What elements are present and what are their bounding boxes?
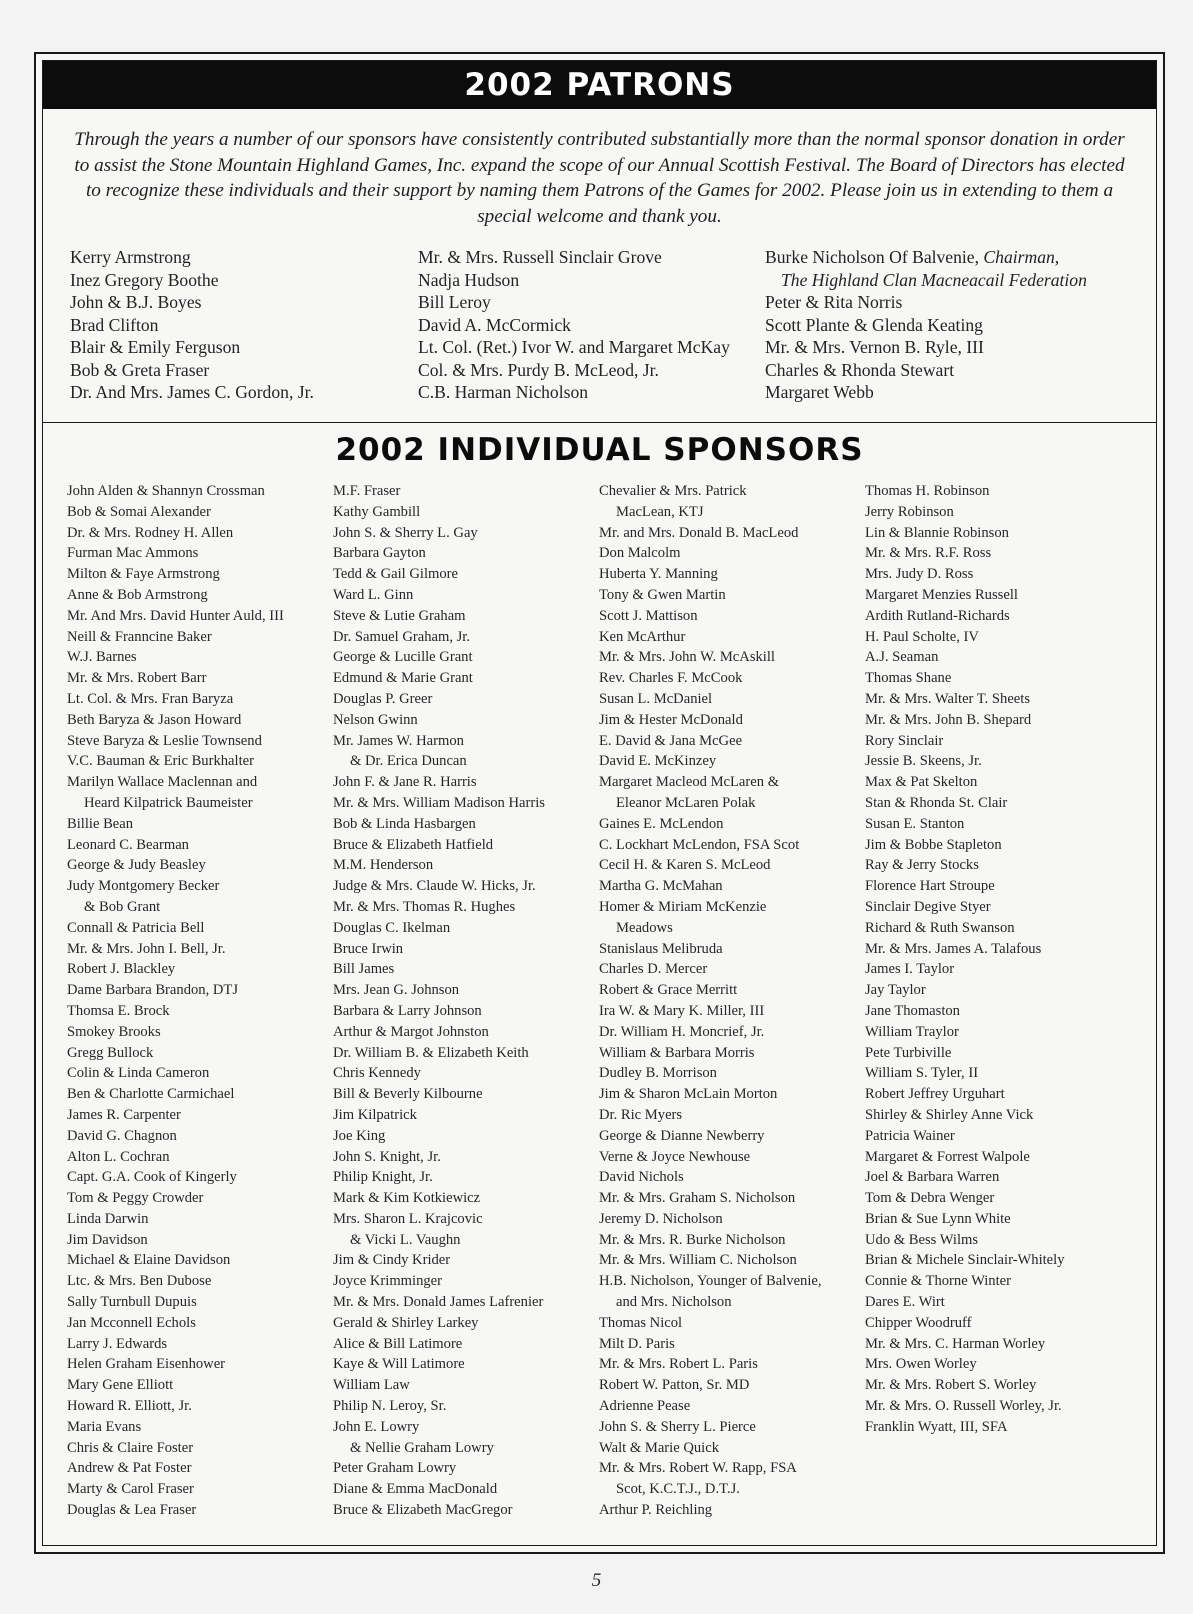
sponsor-name: Douglas & Lea Fraser — [67, 1502, 197, 1519]
sponsor-name: Arthur P. Reichling — [599, 1502, 713, 1519]
sponsor-name: David E. McKinzey — [599, 753, 717, 770]
sponsor-name: Rory Sinclair — [865, 732, 944, 749]
sponsor-name: Homer & Miriam McKenzie — [599, 898, 767, 915]
sponsor-name: Don Malcolm — [599, 545, 681, 562]
sponsor-name: David G. Chagnon — [67, 1127, 177, 1144]
sponsor-name: Margaret & Forrest Walpole — [865, 1148, 1030, 1165]
patron-name: Inez Gregory Boothe — [70, 269, 219, 290]
sponsor-name: Marilyn Wallace Maclennan and — [67, 774, 258, 791]
sponsor-name: Bob & Somai Alexander — [67, 503, 211, 520]
patron-name: Margaret Webb — [765, 382, 874, 402]
patron-name: Col. & Mrs. Purdy B. McLeod, Jr. — [418, 359, 659, 380]
sponsor-name: Barbara & Larry Johnson — [333, 1002, 482, 1019]
sponsor-name: Mr. & Mrs. John I. Bell, Jr. — [67, 940, 226, 957]
sponsors-title: 2002 INDIVIDUAL SPONSORS — [335, 432, 864, 468]
patrons-column-2 — [418, 246, 768, 404]
sponsor-name: Jim Davidson — [67, 1231, 148, 1248]
patron-name: Mr. & Mrs. Vernon B. Ryle, III — [765, 337, 984, 357]
sponsor-name: Connie & Thorne Winter — [865, 1273, 1012, 1290]
sponsor-name: W.J. Barnes — [67, 649, 137, 666]
sponsor-name: Edmund & Marie Grant — [333, 670, 473, 687]
sponsor-name: Anne & Bob Armstrong — [67, 586, 208, 603]
sponsor-name: George & Dianne Newberry — [599, 1127, 765, 1144]
sponsor-name: Linda Darwin — [67, 1210, 149, 1227]
sponsor-name: Tony & Gwen Martin — [599, 586, 726, 603]
sponsor-name: Mr. & Mrs. Robert W. Rapp, FSA — [599, 1460, 797, 1477]
sponsor-name: Mr. & Mrs. Donald James Lafrenier — [333, 1294, 544, 1311]
sponsor-name: Connall & Patricia Bell — [67, 919, 205, 936]
sponsor-name: Kathy Gambill — [333, 503, 421, 520]
sponsor-name: Helen Graham Eisenhower — [67, 1356, 226, 1373]
sponsor-name: Susan L. McDaniel — [599, 690, 713, 707]
sponsor-name: Udo & Bess Wilms — [865, 1231, 979, 1248]
patron-name: Blair & Emily Ferguson — [70, 337, 241, 357]
sponsor-name: Mr. & Mrs. C. Harman Worley — [865, 1335, 1046, 1352]
sponsor-name: Philip Knight, Jr. — [333, 1169, 433, 1186]
sponsor-name: Beth Baryza & Jason Howard — [67, 711, 242, 728]
sponsor-name: Dr. & Mrs. Rodney H. Allen — [67, 524, 234, 541]
sponsor-name: Mr. & Mrs. Graham S. Nicholson — [599, 1190, 796, 1207]
sponsor-name: Thomsa E. Brock — [67, 1002, 170, 1019]
sponsor-name: Ray & Jerry Stocks — [865, 857, 979, 874]
sponsor-name: Chipper Woodruff — [865, 1314, 972, 1331]
sponsor-name: Susan E. Stanton — [865, 815, 965, 832]
sponsor-name: Brian & Michele Sinclair-Whitely — [865, 1252, 1065, 1269]
patron-name: C.B. Harman Nicholson — [418, 382, 589, 402]
sponsor-name: John S. Knight, Jr. — [333, 1148, 441, 1165]
sponsor-name: John F. & Jane R. Harris — [333, 774, 477, 791]
patron-name: Kerry Armstrong — [70, 247, 191, 267]
sponsor-name: Arthur & Margot Johnston — [333, 1023, 489, 1040]
sponsor-name-continued: & Vicki L. Vaughn — [350, 1231, 461, 1248]
sponsor-name: James I. Taylor — [865, 961, 955, 978]
patrons-column-3 — [765, 246, 1115, 404]
sponsor-name: Tom & Peggy Crowder — [67, 1190, 204, 1207]
sponsor-name: Mr. & Mrs. Robert L. Paris — [599, 1356, 758, 1373]
sponsor-name: Dr. Ric Myers — [599, 1106, 683, 1123]
patron-name: Charles & Rhonda Stewart — [765, 359, 955, 380]
sponsor-name: Sinclair Degive Styer — [865, 898, 991, 915]
sponsor-name: Leonard C. Bearman — [67, 836, 189, 853]
patron-name: Burke Nicholson Of Balvenie, Chairman, — [765, 247, 1060, 267]
sponsor-name: Mr. And Mrs. David Hunter Auld, III — [67, 607, 284, 624]
patron-name: Brad Clifton — [70, 314, 159, 335]
section-divider — [43, 422, 1156, 423]
sponsor-name: M.M. Henderson — [333, 857, 434, 874]
sponsor-name: Furman Mac Ammons — [67, 545, 199, 562]
sponsor-name: Steve & Lutie Graham — [333, 607, 466, 624]
sponsor-name: Bruce & Elizabeth MacGregor — [333, 1502, 513, 1519]
sponsor-name: Mrs. Jean G. Johnson — [333, 982, 460, 999]
sponsor-name: Bruce & Elizabeth Hatfield — [333, 836, 494, 853]
sponsor-name: Colin & Linda Cameron — [67, 1065, 210, 1082]
patron-name: Lt. Col. (Ret.) Ivor W. and Margaret McKay — [418, 337, 730, 357]
sponsor-name-continued: and Mrs. Nicholson — [616, 1294, 732, 1311]
sponsor-name: Rev. Charles F. McCook — [599, 670, 743, 687]
chairman-title: Chairman, — [983, 247, 1060, 267]
sponsor-name: Marty & Carol Fraser — [67, 1481, 194, 1498]
sponsor-name: Thomas H. Robinson — [865, 483, 990, 499]
sponsor-name: Gaines E. McLendon — [599, 815, 724, 832]
sponsor-name: Mr. & Mrs. William C. Nicholson — [599, 1252, 797, 1269]
sponsor-name: Nelson Gwinn — [333, 711, 418, 728]
sponsor-name: Diane & Emma MacDonald — [333, 1481, 498, 1498]
sponsor-name: A.J. Seaman — [865, 649, 939, 666]
sponsor-name: Joyce Krimminger — [333, 1273, 443, 1290]
sponsor-name: William Law — [333, 1377, 410, 1394]
sponsor-name: Shirley & Shirley Anne Vick — [865, 1106, 1034, 1123]
sponsor-name: Mr. & Mrs. John W. McAskill — [599, 649, 775, 666]
sponsor-name: Alice & Bill Latimore — [333, 1335, 463, 1352]
sponsor-name: Ward L. Ginn — [333, 586, 414, 603]
sponsor-name: Stan & Rhonda St. Clair — [865, 794, 1008, 811]
sponsor-name: Mr. & Mrs. Thomas R. Hughes — [333, 898, 516, 915]
sponsor-name: Walt & Marie Quick — [599, 1439, 719, 1456]
patrons-column-1 — [70, 246, 420, 404]
sponsor-name-continued: Scot, K.C.T.J., D.T.J. — [616, 1481, 740, 1498]
sponsor-name: Mr. & Mrs. Robert S. Worley — [865, 1377, 1037, 1394]
patron-name: Peter & Rita Norris — [765, 292, 903, 312]
sponsor-name: William S. Tyler, II — [865, 1065, 979, 1082]
sponsor-name: Mr. & Mrs. William Madison Harris — [333, 794, 545, 811]
patron-name: Bill Leroy — [418, 292, 491, 312]
sponsor-name: H.B. Nicholson, Younger of Balvenie, — [599, 1273, 822, 1290]
sponsor-name: Robert J. Blackley — [67, 961, 176, 978]
sponsor-name: Dudley B. Morrison — [599, 1065, 717, 1082]
sponsor-name-continued: Eleanor McLaren Polak — [616, 794, 756, 811]
sponsor-name: Huberta Y. Manning — [599, 566, 718, 583]
sponsor-name: Alton L. Cochran — [67, 1148, 170, 1165]
sponsor-name: Franklin Wyatt, III, SFA — [865, 1418, 1008, 1435]
sponsor-name: Howard R. Elliott, Jr. — [67, 1398, 192, 1415]
sponsor-name: Mr. & Mrs. Robert Barr — [67, 670, 207, 687]
sponsor-name: Mark & Kim Kotkiewicz — [333, 1190, 481, 1207]
sponsor-name: George & Lucille Grant — [333, 649, 473, 666]
sponsor-name: Patricia Wainer — [865, 1127, 955, 1144]
sponsor-name: V.C. Bauman & Eric Burkhalter — [67, 753, 254, 770]
sponsor-name: Jim Kilpatrick — [333, 1106, 417, 1123]
sponsor-name: Chris Kennedy — [333, 1065, 421, 1082]
patron-name-continued: The Highland Clan Macneacail Federation — [781, 269, 1087, 290]
sponsor-name: Brian & Sue Lynn White — [865, 1210, 1011, 1227]
sponsor-name: Maria Evans — [67, 1418, 142, 1435]
sponsor-name: Margaret Macleod McLaren & — [599, 774, 780, 791]
sponsor-name: Joel & Barbara Warren — [865, 1169, 1000, 1186]
sponsors-column-1 — [67, 481, 332, 1521]
sponsor-name: Dame Barbara Brandon, DTJ — [67, 982, 239, 999]
sponsor-name: Dares E. Wirt — [865, 1294, 945, 1311]
sponsor-name: Margaret Menzies Russell — [865, 586, 1018, 603]
sponsor-name: Jim & Bobbe Stapleton — [865, 836, 1002, 853]
sponsor-name: Mary Gene Elliott — [67, 1377, 174, 1394]
sponsor-name: Mr. James W. Harmon — [333, 732, 464, 749]
sponsor-name-continued: Meadows — [616, 919, 673, 936]
sponsor-name: Sally Turnbull Dupuis — [67, 1294, 197, 1311]
sponsor-name: Ltc. & Mrs. Ben Dubose — [67, 1273, 212, 1290]
sponsor-name: Jim & Cindy Krider — [333, 1252, 451, 1269]
sponsor-name: Florence Hart Stroupe — [865, 878, 995, 895]
sponsor-name: Mr. & Mrs. R. Burke Nicholson — [599, 1231, 786, 1248]
sponsor-name: Jay Taylor — [865, 982, 926, 999]
patrons-intro: Through the years a number of our sponsors have consistently contributed substantially more than the normal sponsor donation in order to assist the Stone Mountain Highland Games, Inc. expand the scope of our Annual Scottish Festival. The Board of Directors has elected to recognize these individuals and their support by naming them Patrons of the Games for 2002. Please join us in extending to them a special welcome and thank you. — [74, 129, 1125, 227]
sponsor-name-continued: & Nellie Graham Lowry — [350, 1439, 494, 1456]
sponsor-name: John S. & Sherry L. Gay — [333, 524, 478, 541]
sponsor-name: Tedd & Gail Gilmore — [333, 566, 459, 583]
sponsor-name: Douglas C. Ikelman — [333, 919, 451, 936]
sponsor-name: Gerald & Shirley Larkey — [333, 1314, 479, 1331]
sponsor-name: Thomas Shane — [865, 670, 952, 687]
sponsor-name: Adrienne Pease — [599, 1398, 691, 1415]
sponsors-column-2 — [333, 481, 598, 1521]
sponsor-name: Tom & Debra Wenger — [865, 1190, 995, 1207]
sponsor-name: John S. & Sherry L. Pierce — [599, 1418, 756, 1435]
patron-name: John & B.J. Boyes — [70, 292, 202, 312]
sponsor-name: Ardith Rutland-Richards — [865, 607, 1010, 624]
sponsor-name: Chris & Claire Foster — [67, 1439, 194, 1456]
sponsor-name: John E. Lowry — [333, 1418, 420, 1435]
sponsor-name: H. Paul Scholte, IV — [865, 628, 979, 645]
patrons-title: 2002 PATRONS — [43, 61, 1156, 109]
sponsor-name: George & Judy Beasley — [67, 857, 206, 874]
sponsor-name: Gregg Bullock — [67, 1044, 154, 1061]
sponsor-name: Chevalier & Mrs. Patrick — [599, 483, 747, 499]
sponsor-name: Max & Pat Skelton — [865, 774, 978, 791]
sponsor-name: Scott J. Mattison — [599, 607, 698, 624]
sponsor-name: Martha G. McMahan — [599, 878, 723, 895]
sponsor-name: Larry J. Edwards — [67, 1335, 168, 1352]
sponsor-name: Jessie B. Skeens, Jr. — [865, 753, 982, 770]
sponsor-name: Cecil H. & Karen S. McLeod — [599, 857, 771, 874]
sponsor-name: Milton & Faye Armstrong — [67, 566, 220, 583]
sponsor-name: M.F. Fraser — [333, 483, 401, 499]
sponsor-name: John Alden & Shannyn Crossman — [67, 483, 265, 499]
sponsor-name-continued: Heard Kilpatrick Baumeister — [84, 794, 253, 811]
sponsor-name: Jim & Sharon McLain Morton — [599, 1086, 778, 1103]
sponsor-name: David Nichols — [599, 1169, 684, 1186]
sponsor-name: Steve Baryza & Leslie Townsend — [67, 732, 262, 749]
sponsor-name: Jane Thomaston — [865, 1002, 960, 1019]
patron-name: Bob & Greta Fraser — [70, 359, 210, 380]
sponsor-name: Jerry Robinson — [865, 503, 954, 520]
sponsor-name: Neill & Franncine Baker — [67, 628, 212, 645]
patron-name: Mr. & Mrs. Russell Sinclair Grove — [418, 247, 662, 267]
sponsor-name-continued: MacLean, KTJ — [616, 503, 704, 520]
sponsor-name: Bill & Beverly Kilbourne — [333, 1086, 483, 1103]
sponsor-name: Mr. & Mrs. O. Russell Worley, Jr. — [865, 1398, 1062, 1415]
sponsor-name: Richard & Ruth Swanson — [865, 919, 1015, 936]
sponsor-name-continued: & Dr. Erica Duncan — [350, 753, 467, 770]
sponsor-name: Robert Jeffrey Urguhart — [865, 1086, 1005, 1103]
page-frame — [34, 52, 1165, 1554]
sponsor-name: Bill James — [333, 961, 395, 978]
sponsor-name: Mrs. Judy D. Ross — [865, 566, 974, 583]
sponsor-name: Jeremy D. Nicholson — [599, 1210, 723, 1227]
sponsor-name: Philip N. Leroy, Sr. — [333, 1398, 447, 1415]
page-number: 5 — [591, 1570, 602, 1591]
sponsor-name: William & Barbara Morris — [599, 1044, 755, 1061]
patron-name: Scott Plante & Glenda Keating — [765, 314, 983, 335]
sponsor-name: Billie Bean — [67, 815, 134, 832]
sponsors-column-3 — [599, 481, 864, 1521]
content-box — [42, 60, 1157, 1546]
sponsor-name: Mr. & Mrs. Walter T. Sheets — [865, 690, 1031, 707]
sponsor-name: Bruce Irwin — [333, 940, 404, 957]
sponsor-name: Stanislaus Melibruda — [599, 940, 723, 957]
patron-name: Dr. And Mrs. James C. Gordon, Jr. — [70, 382, 314, 402]
sponsor-name: C. Lockhart McLendon, FSA Scot — [599, 836, 800, 853]
sponsor-name: Lt. Col. & Mrs. Fran Baryza — [67, 690, 234, 707]
sponsor-name: Lin & Blannie Robinson — [865, 524, 1009, 541]
sponsor-name: Kaye & Will Latimore — [333, 1356, 465, 1373]
sponsor-name: Milt D. Paris — [599, 1335, 675, 1352]
sponsor-name: Ira W. & Mary K. Miller, III — [599, 1002, 765, 1019]
sponsor-name: Bob & Linda Hasbargen — [333, 815, 476, 832]
sponsors-column-4 — [865, 481, 1130, 1438]
sponsor-name: Robert W. Patton, Sr. MD — [599, 1377, 750, 1394]
sponsor-name: Peter Graham Lowry — [333, 1460, 457, 1477]
sponsor-name: Ken McArthur — [599, 628, 686, 645]
sponsor-name: Mr. & Mrs. John B. Shepard — [865, 711, 1032, 728]
sponsor-name: Dr. William B. & Elizabeth Keith — [333, 1044, 529, 1061]
sponsor-name: Thomas Nicol — [599, 1314, 683, 1331]
sponsor-name: Mr. & Mrs. R.F. Ross — [865, 545, 992, 562]
sponsor-name: Mr. & Mrs. James A. Talafous — [865, 940, 1042, 957]
sponsor-name: James R. Carpenter — [67, 1106, 181, 1123]
sponsor-name: Dr. William H. Moncrief, Jr. — [599, 1023, 765, 1040]
sponsor-name: Douglas P. Greer — [333, 690, 433, 707]
sponsor-name: Robert & Grace Merritt — [599, 982, 738, 999]
sponsor-name: Judy Montgomery Becker — [67, 878, 220, 895]
sponsor-name: Dr. Samuel Graham, Jr. — [333, 628, 470, 645]
sponsor-name: Andrew & Pat Foster — [67, 1460, 192, 1477]
sponsor-name: Mrs. Sharon L. Krajcovic — [333, 1210, 483, 1227]
sponsor-name: Capt. G.A. Cook of Kingerly — [67, 1169, 237, 1186]
sponsor-name: Judge & Mrs. Claude W. Hicks, Jr. — [333, 878, 536, 895]
sponsor-name: William Traylor — [865, 1023, 959, 1040]
sponsor-name: Charles D. Mercer — [599, 961, 708, 978]
sponsor-name: Jan Mcconnell Echols — [67, 1314, 196, 1331]
patron-name: David A. McCormick — [418, 314, 571, 335]
sponsor-name: Pete Turbiville — [865, 1044, 952, 1061]
sponsor-name: Verne & Joyce Newhouse — [599, 1148, 751, 1165]
sponsor-name: Joe King — [333, 1127, 386, 1144]
sponsor-name: Ben & Charlotte Carmichael — [67, 1086, 235, 1103]
sponsor-name: Barbara Gayton — [333, 545, 426, 562]
sponsor-name-continued: & Bob Grant — [84, 898, 161, 915]
sponsor-name: Smokey Brooks — [67, 1023, 161, 1040]
sponsor-name: Mrs. Owen Worley — [865, 1356, 977, 1373]
sponsor-name: Mr. and Mrs. Donald B. MacLeod — [599, 524, 799, 541]
sponsor-name: Michael & Elaine Davidson — [67, 1252, 231, 1269]
sponsor-name: E. David & Jana McGee — [599, 732, 743, 749]
patron-name: Nadja Hudson — [418, 269, 520, 290]
sponsor-name: Jim & Hester McDonald — [599, 711, 743, 728]
